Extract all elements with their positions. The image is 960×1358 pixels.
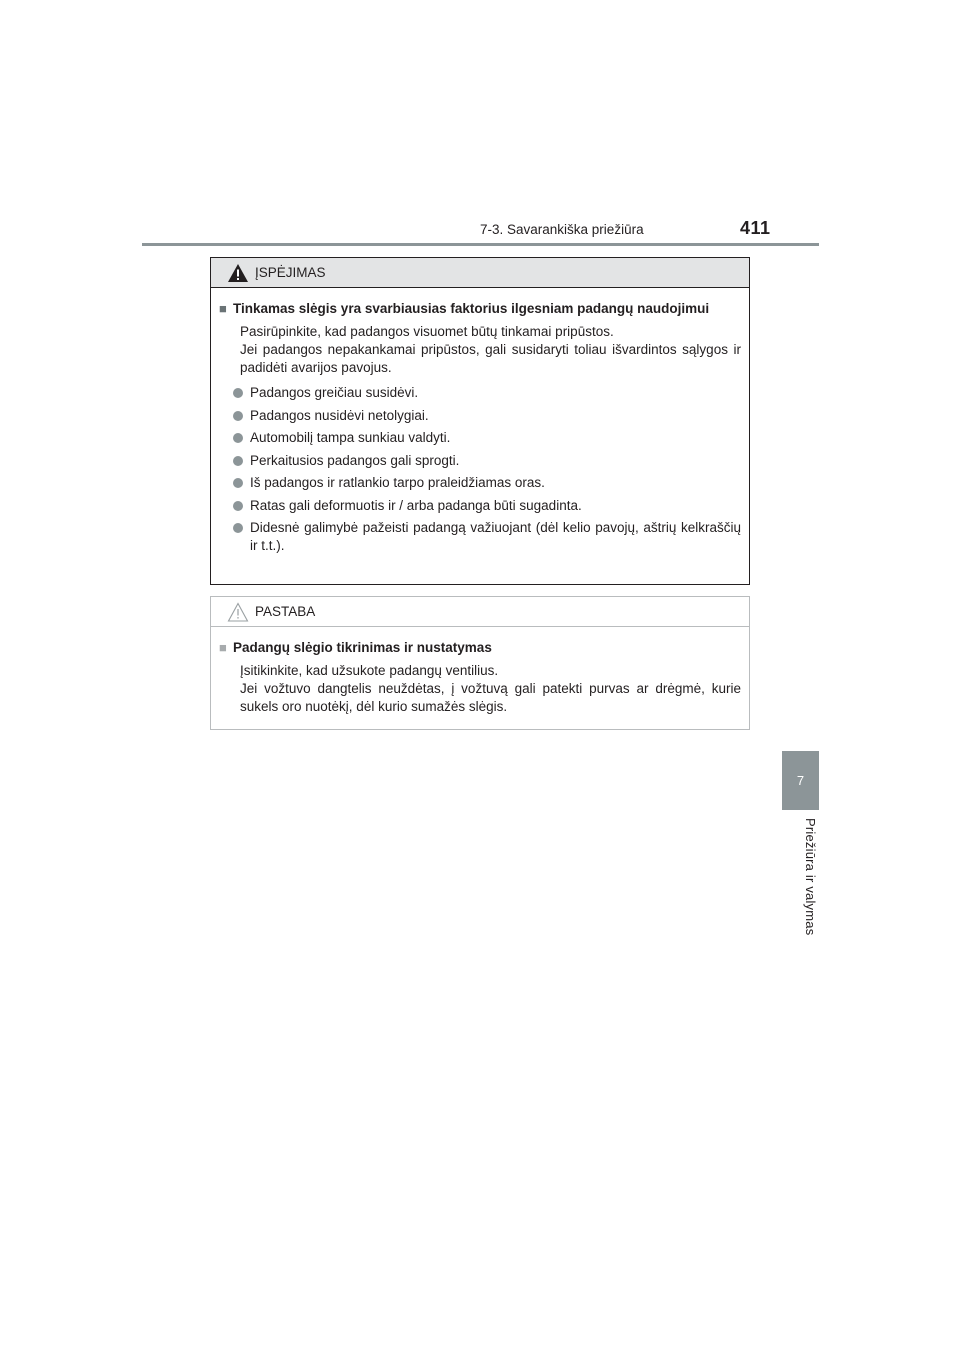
bullet-dot-icon	[233, 433, 243, 443]
chapter-tab	[782, 751, 819, 810]
bullet-dot-icon	[233, 411, 243, 421]
warning-title: ĮSPĖJIMAS	[255, 265, 326, 280]
bullet-dot-icon	[233, 388, 243, 398]
list-item: Automobilį tampa sunkiau valdyti.	[233, 429, 741, 447]
note-text	[240, 662, 741, 716]
note-line: Įsitikinkite, kad užsukote padangų ventilius.	[240, 663, 499, 678]
list-item: Padangos greičiau susidėvi.	[233, 384, 741, 402]
header-rule	[142, 243, 819, 246]
warning-heading	[219, 300, 741, 318]
note-heading-text: Padangų slėgio tikrinimas ir nustatymas	[233, 640, 492, 655]
list-item: Iš padangos ir ratlankio tarpo praleidžiamas oras.	[233, 474, 741, 492]
warning-body	[211, 288, 749, 555]
list-item: Ratas gali deformuotis ir / arba padanga būti sugadinta.	[233, 497, 741, 515]
section-title: 7-3. Savarankiška priežiūra	[480, 222, 644, 237]
warning-intro-line: Pasirūpinkite, kad padangos visuomet būtų tinkamai pripūstos.	[240, 324, 614, 339]
page-number: 411	[740, 218, 771, 238]
square-bullet-icon: ■	[219, 640, 227, 655]
bullet-dot-icon	[233, 456, 243, 466]
list-item: Padangos nusidėvi netolygiai.	[233, 407, 741, 425]
caution-outline-triangle-icon	[227, 602, 249, 622]
warning-list	[233, 384, 741, 555]
note-box	[210, 596, 750, 730]
warning-box	[210, 257, 750, 585]
bullet-dot-icon	[233, 523, 243, 533]
warning-triangle-icon	[227, 263, 249, 283]
list-item: Perkaitusios padangos gali sprogti.	[233, 452, 741, 470]
warning-intro-line: Jei padangos nepakankamai pripūstos, gali susidaryti toliau išvardintos sąlygos ir padidėti avarijos pavojus.	[240, 342, 741, 375]
note-body	[211, 627, 749, 716]
chapter-title: Priežiūra ir valymas	[803, 818, 818, 936]
note-header	[211, 597, 749, 627]
chapter-number: 7	[796, 773, 805, 788]
warning-intro	[240, 323, 741, 377]
note-title: PASTABA	[255, 604, 316, 619]
warning-header	[211, 258, 749, 288]
bullet-dot-icon	[233, 478, 243, 488]
bullet-dot-icon	[233, 501, 243, 511]
list-item: Didesnė galimybė pažeisti padangą važiuojant (dėl kelio pavojų, aštrių kelkraščių ir t.t.).	[233, 519, 741, 555]
note-line: Jei vožtuvo dangtelis neuždėtas, į vožtuvą gali patekti purvas ar drėgmė, kurie sukels oro nuotėkį, dėl kurio sumažės slėgis.	[240, 681, 741, 714]
square-bullet-icon: ■	[219, 301, 227, 316]
note-heading	[219, 639, 741, 657]
warning-heading-text: Tinkamas slėgis yra svarbiausias faktorius ilgesniam padangų naudojimui	[233, 301, 710, 316]
